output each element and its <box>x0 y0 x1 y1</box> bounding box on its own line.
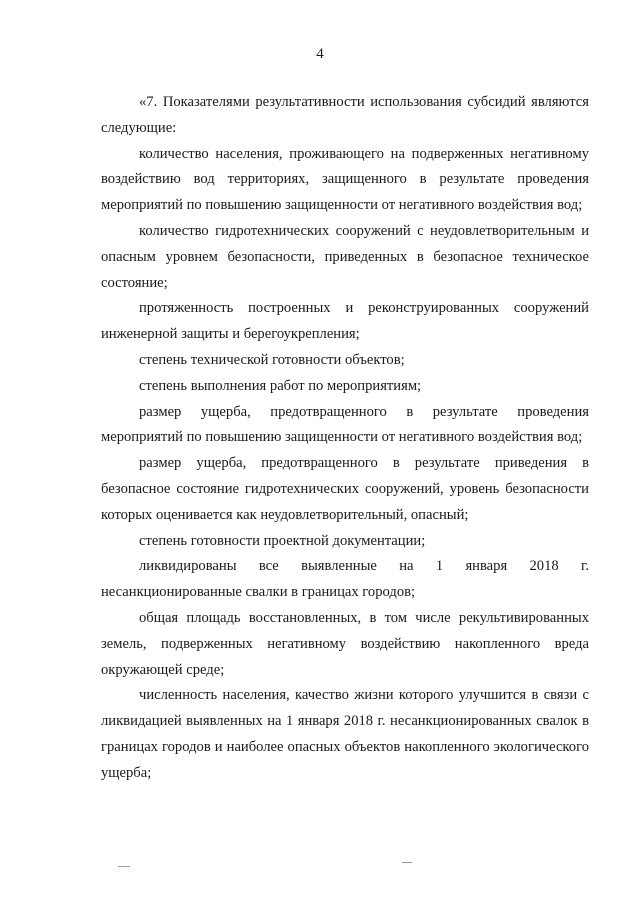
paragraph-damage-prevented-structures: размер ущерба, предотвращенного в результате приведения в безопасное состояние гидротехнических сооружений, уровень безопасности которых оценивается как неудовлетворительный, опасный; <box>101 455 589 523</box>
paragraph-works-completion: степень выполнения работ по мероприятиям; <box>139 377 422 394</box>
paragraph-intro: «7. Показателями результативности использования субсидий являются следующие: <box>101 94 589 136</box>
paragraph-damage-prevented-water: размер ущерба, предотвращенного в результате проведения мероприятий по повышению защищенности от негативного воздействия вод; <box>101 403 589 446</box>
scan-artifact-right <box>402 862 412 863</box>
paragraph-population-protected: количество населения, проживающего на подверженных негативному воздействию вод территориях, защищенного в результате проведения мероприятий по повышению защищенности от негативного воздействия вод; <box>101 145 589 214</box>
paragraph-hydraulic-structures: количество гидротехнических сооружений с неудовлетворительным и опасным уровнем безопасности, приведенных в безопасное техническое состояние; <box>101 222 589 291</box>
page-number: 4 <box>316 46 324 62</box>
scan-artifact-left <box>118 866 130 867</box>
paragraph-technical-readiness: степень технической готовности объектов; <box>139 351 405 368</box>
paragraph-dumps-liquidated: ликвидированы все выявленные на 1 января 2018 г. несанкционированные свалки в границах городов; <box>101 558 589 601</box>
paragraph-population-quality: численность населения, качество жизни которого улучшится в связи с ликвидацией выявленных на 1 января 2018 г. несанкционированных свалок в границах городов и наиболее опасных объектов накопленного экологического ущерба; <box>101 687 589 781</box>
paragraph-protection-length: протяженность построенных и реконструированных сооружений инженерной защиты и берегоукрепления; <box>101 300 589 343</box>
paragraph-design-readiness: степень готовности проектной документации; <box>139 532 426 549</box>
document-body <box>101 90 589 787</box>
paragraph-restored-land: общая площадь восстановленных, в том числе рекультивированных земель, подверженных негативному воздействию накопленного вреда окружающей среде; <box>101 609 589 678</box>
